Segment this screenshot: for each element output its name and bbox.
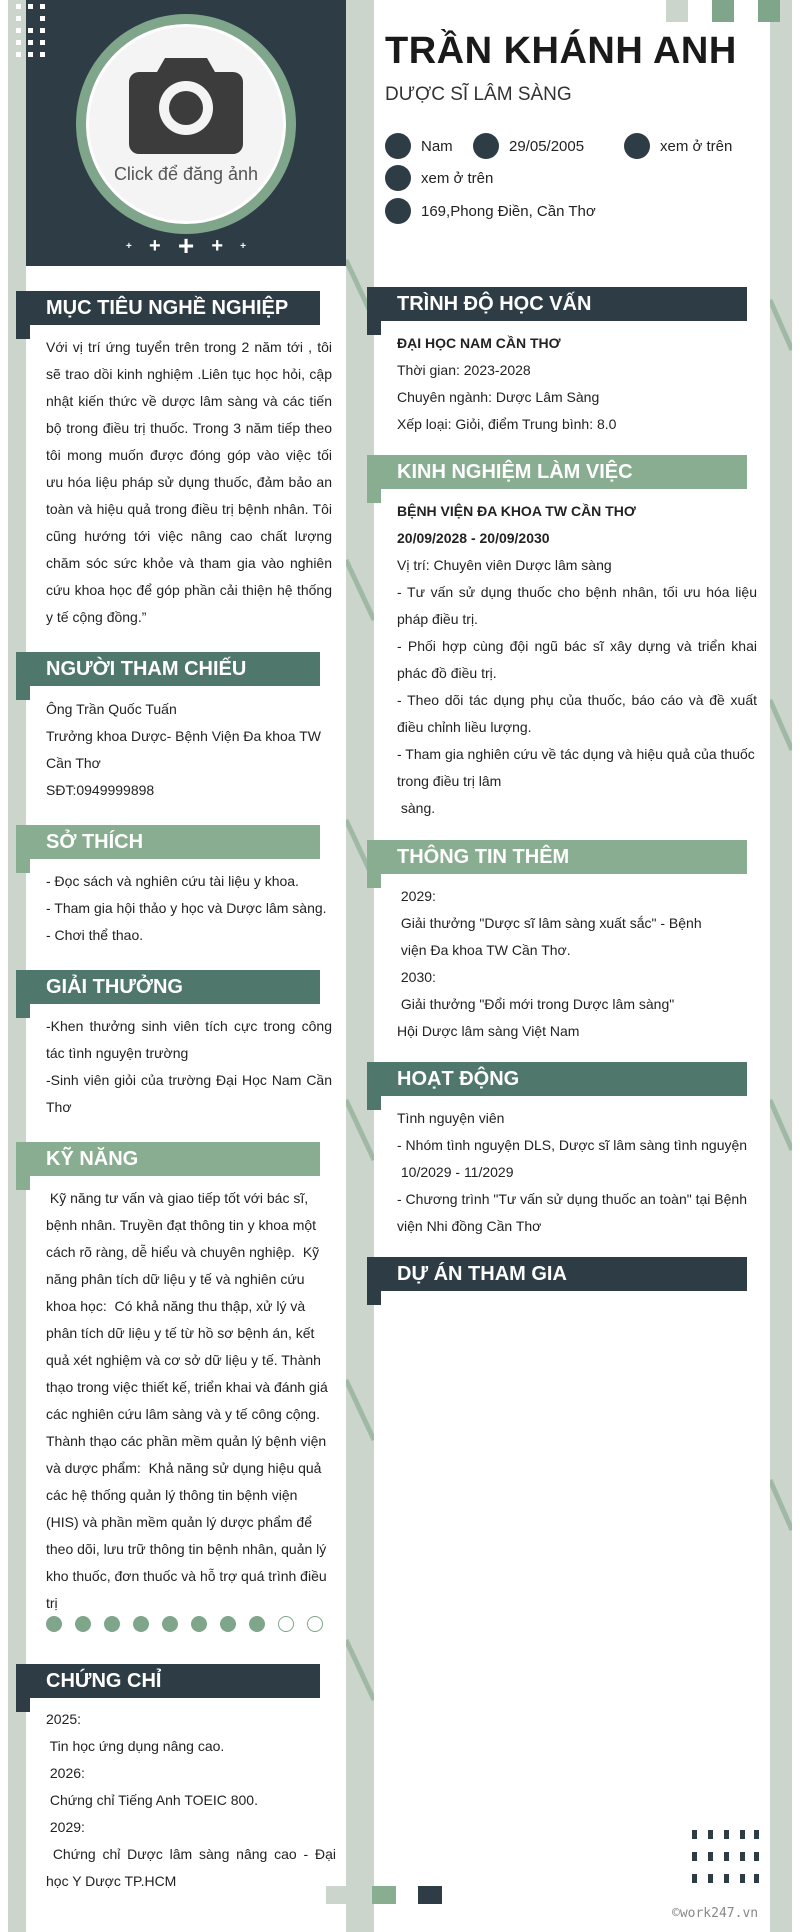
certificate-line: 2025:	[46, 1711, 82, 1727]
additional-line: 2029:	[397, 888, 436, 904]
decor-tab	[367, 321, 381, 335]
decor-square	[666, 0, 688, 22]
section-additional-header	[367, 840, 747, 874]
section-title: GIẢI THƯỞNG	[46, 975, 183, 998]
section-experience-header	[367, 455, 747, 489]
section-objective-header	[16, 291, 320, 325]
address-value: 169,Phong Điền, Cần Thơ	[421, 202, 596, 220]
decor-diagonal-lines-right	[770, 0, 792, 1932]
section-title: HOẠT ĐỘNG	[397, 1067, 520, 1090]
section-title: DỰ ÁN THAM GIA	[397, 1262, 567, 1285]
phone-icon	[624, 133, 650, 159]
education-grade: Xếp loại: Giỏi, điểm Trung bình: 8.0	[397, 416, 617, 432]
gender-icon	[385, 133, 411, 159]
decor-tab	[16, 859, 30, 873]
rating-dot-empty	[307, 1616, 323, 1632]
section-title: MỤC TIÊU NGHỀ NGHIỆP	[46, 296, 289, 319]
experience-duty: - Tham gia nghiên cứu về tác dụng và hiệu quả của thuốc trong điều trị lâm	[397, 746, 755, 789]
certificate-line: Tin học ứng dụng nâng cao.	[46, 1738, 225, 1754]
camera-icon[interactable]	[127, 54, 245, 158]
section-title: KỸ NĂNG	[46, 1147, 139, 1170]
rating-dot-filled	[133, 1616, 149, 1632]
decor-tab	[16, 686, 30, 700]
section-title: TRÌNH ĐỘ HỌC VẤN	[397, 292, 592, 315]
decor-square	[758, 0, 780, 22]
rating-dot-filled	[104, 1616, 120, 1632]
activity-line: - Chương trình "Tư vấn sử dụng thuốc an toàn" tại Bệnh viện Nhi đồng Cần Thơ	[397, 1191, 747, 1234]
activity-line: Tình nguyện viên	[397, 1110, 505, 1126]
additional-line: Giải thưởng "Đổi mới trong Dược lâm sàng"	[397, 996, 675, 1012]
education-school: ĐẠI HỌC NAM CẦN THƠ	[397, 335, 561, 351]
decor-square	[712, 0, 734, 22]
email-icon	[385, 165, 411, 191]
section-certificates-header	[16, 1664, 320, 1698]
additional-line: Giải thưởng "Dược sĩ lâm sàng xuất sắc" - Bệnh	[397, 915, 702, 931]
rating-dot-filled	[75, 1616, 91, 1632]
phone-value: xem ở trên	[660, 137, 733, 155]
certificate-line: Chứng chỉ Dược lâm sàng nâng cao - Đại học Y Dược TP.HCM	[46, 1846, 340, 1889]
section-activities-header	[367, 1062, 747, 1096]
experience-duty: sàng.	[397, 800, 436, 816]
address-info	[385, 198, 596, 224]
decor-tab	[367, 1291, 381, 1305]
section-title: CHỨNG CHỈ	[46, 1669, 162, 1692]
decor-dot-grid-bottom	[692, 1830, 760, 1886]
list-item: - Đọc sách và nghiên cứu tài liệu y khoa.	[46, 873, 299, 889]
reference-name: Ông Trần Quốc Tuấn	[46, 701, 177, 717]
additional-line: 2030:	[397, 969, 436, 985]
phone-info	[624, 133, 732, 159]
decor-tab	[367, 874, 381, 888]
list-item: -Khen thưởng sinh viên tích cực trong công tác tình nguyện trường	[46, 1018, 332, 1061]
rating-dot-filled	[249, 1616, 265, 1632]
birthday-info	[473, 133, 584, 159]
full-name: TRẦN KHÁNH ANH	[385, 30, 737, 72]
section-awards-header	[16, 970, 320, 1004]
experience-position: Vị trí: Chuyên viên Dược lâm sàng	[397, 557, 612, 573]
decor-plus-row: + + + + +	[126, 230, 246, 261]
additional-line: viện Đa khoa TW Cần Thơ.	[397, 942, 571, 958]
decor-tab	[367, 489, 381, 503]
decor-tab	[16, 1698, 30, 1712]
calendar-icon	[473, 133, 499, 159]
decor-tab	[367, 1096, 381, 1110]
section-title: THÔNG TIN THÊM	[397, 845, 570, 868]
section-skills-header	[16, 1142, 320, 1176]
photo-upload-caption[interactable]: Click để đăng ảnh	[113, 164, 259, 184]
activity-line: - Nhóm tình nguyện DLS, Dược sĩ lâm sàng tình nguyện	[397, 1137, 748, 1153]
rating-dot-filled	[162, 1616, 178, 1632]
watermark: ©work247.vn	[672, 1906, 759, 1921]
decor-square	[372, 1886, 396, 1904]
list-item: - Tham gia hội thảo y học và Dược lâm sàng.	[46, 900, 327, 916]
education-time: Thời gian: 2023-2028	[397, 362, 531, 378]
decor-tab	[16, 325, 30, 339]
job-title: DƯỢC SĨ LÂM SÀNG	[385, 84, 572, 105]
gender-info	[385, 133, 453, 159]
decor-tab	[16, 1176, 30, 1190]
rating-dot-empty	[278, 1616, 294, 1632]
experience-period: 20/09/2028 - 20/09/2030	[397, 530, 550, 546]
section-title: NGƯỜI THAM CHIẾU	[46, 657, 247, 680]
list-item: -Sinh viên giỏi của trường Đại Học Nam Cần Thơ	[46, 1072, 332, 1115]
decor-left-strip	[8, 0, 26, 1932]
rating-dot-filled	[46, 1616, 62, 1632]
experience-company: BỆNH VIỆN ĐA KHOA TW CẦN THƠ	[397, 503, 636, 519]
certificate-line: 2029:	[46, 1819, 85, 1835]
email-info	[385, 165, 493, 191]
objective-text: Với vị trí ứng tuyển trên trong 2 năm tới , tôi sẽ trao dồi kinh nghiệm .Liên tục học hỏi, cập nhật kiến thức về dược lâm sàng và các tiến bộ trong điều trị thuốc. Trong 3 năm tiếp theo tôi mong muốn được đóng góp vào việc tối ưu hóa liệu pháp sử dụng thuốc, đảm bảo an toàn và hiệu quả trong điều trị bệnh nhân. Tôi cũng hướng tới việc nâng cao chất lượng chăm sóc sức khỏe và tham gia vào nghiên cứu khoa học để góp phần cải thiện hệ thống y tế cộng đồng.”	[46, 339, 332, 625]
skills-text: Kỹ năng tư vấn và giao tiếp tốt với bác sĩ, bệnh nhân. Truyền đạt thông tin y khoa một cách rõ ràng, dễ hiểu và chuyên nghiệp. Kỹ năng phân tích dữ liệu y tế và nghiên cứu khoa học: Có khả năng thu thập, xử lý và phân tích dữ liệu y tế từ hồ sơ bệnh án, kết quả xét nghiệm và cơ sở dữ liệu y tế. Thành thạo trong việc thiết kế, triển khai và đánh giá các nghiên cứu lâm sàng và y tế công cộng. Thành thạo các phần mềm quản lý bệnh viện và dược phẩm: Khả năng sử dụng hiệu quả các hệ thống quản lý thông tin bệnh viện (HIS) và phần mềm quản lý dược phẩm để theo dõi, lưu trữ thông tin bệnh nhân, quản lý kho thuốc, đơn thuốc và hỗ trợ quá trình điều trị	[46, 1190, 332, 1611]
activity-line: 10/2029 - 11/2029	[397, 1164, 514, 1180]
certificate-line: Chứng chỉ Tiếng Anh TOEIC 800.	[46, 1792, 258, 1808]
skill-rating	[46, 1616, 323, 1632]
reference-position: Trưởng khoa Dược- Bệnh Viện Đa khoa TW Cần Thơ	[46, 728, 321, 771]
section-hobbies-header	[16, 825, 320, 859]
location-icon	[385, 198, 411, 224]
education-major: Chuyên ngành: Dược Lâm Sàng	[397, 389, 600, 405]
birthday-value: 29/05/2005	[509, 137, 585, 155]
section-reference-header	[16, 652, 320, 686]
section-title: SỞ THÍCH	[46, 830, 144, 853]
experience-duty: - Theo dõi tác dụng phụ của thuốc, báo cáo và đề xuất điều chỉnh liều lượng.	[397, 692, 757, 735]
decor-dot-grid-top	[16, 4, 50, 58]
decor-square	[418, 1886, 442, 1904]
additional-line: Hội Dược lâm sàng Việt Nam	[397, 1023, 580, 1039]
decor-tab	[16, 1004, 30, 1018]
gender-value: Nam	[421, 137, 453, 155]
section-title: KINH NGHIỆM LÀM VIỆC	[397, 460, 633, 483]
experience-duty: - Phối hợp cùng đội ngũ bác sĩ xây dựng và triển khai phác đồ điều trị.	[397, 638, 757, 681]
email-value: xem ở trên	[421, 169, 494, 187]
section-projects-header	[367, 1257, 747, 1291]
rating-dot-filled	[191, 1616, 207, 1632]
experience-duty: - Tư vấn sử dụng thuốc cho bệnh nhân, tối ưu hóa liệu pháp điều trị.	[397, 584, 757, 627]
certificate-line: 2026:	[46, 1765, 85, 1781]
rating-dot-filled	[220, 1616, 236, 1632]
section-education-header	[367, 287, 747, 321]
list-item: - Chơi thể thao.	[46, 927, 144, 943]
decor-right-strip	[770, 0, 792, 1932]
reference-phone: SĐT:0949999898	[46, 782, 155, 798]
